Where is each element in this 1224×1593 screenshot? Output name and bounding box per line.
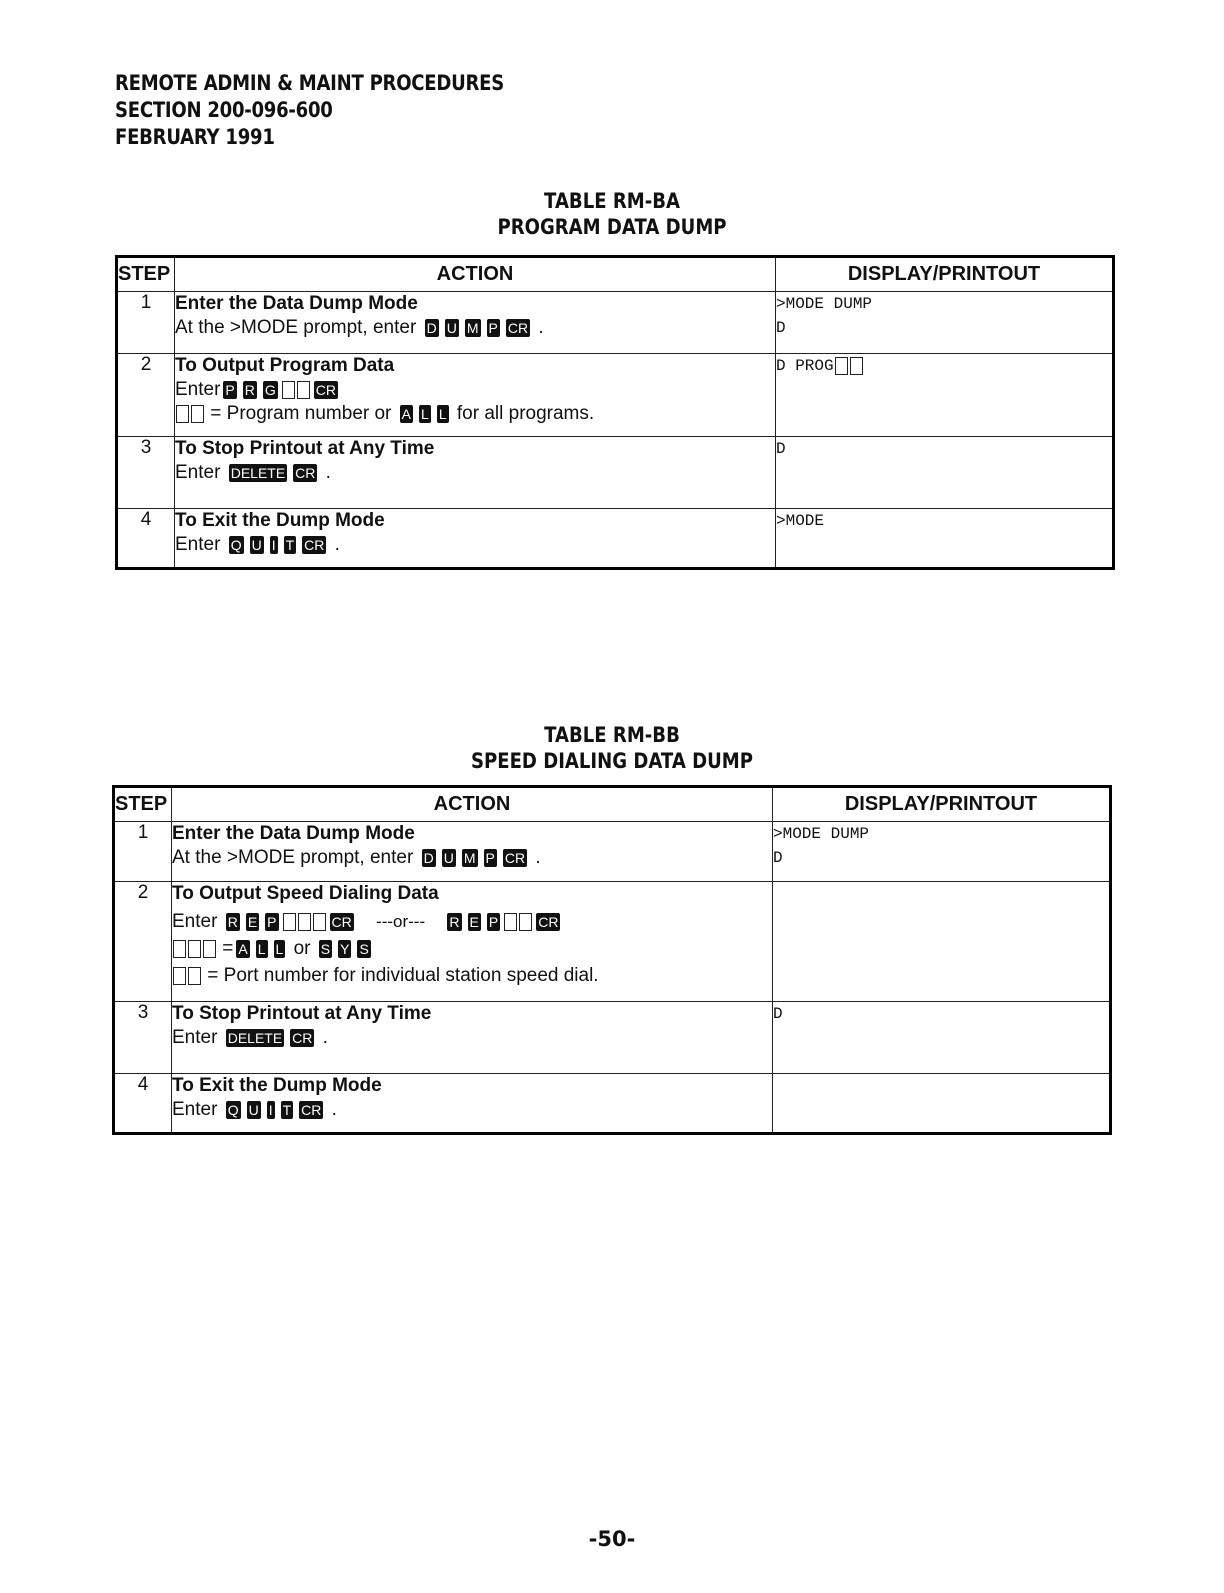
input-box bbox=[297, 381, 310, 399]
key-p: P bbox=[485, 849, 495, 866]
table-row bbox=[114, 882, 1111, 1002]
key-a: A bbox=[401, 406, 412, 423]
table-header-row bbox=[117, 257, 1114, 292]
key-l: L bbox=[275, 941, 284, 958]
procedure-table-bb bbox=[112, 785, 1112, 1135]
input-boxes bbox=[503, 910, 533, 934]
key-p: P bbox=[488, 914, 499, 930]
key-cr: CR bbox=[507, 319, 529, 336]
input-box bbox=[173, 967, 186, 985]
display-line: D bbox=[776, 319, 786, 337]
display-line: D PROG bbox=[776, 357, 834, 376]
column-header-display: DISPLAY/PRINTOUT bbox=[776, 257, 1114, 292]
table-number: TABLE RM-BA bbox=[544, 189, 680, 213]
action-title: To Output Program Data bbox=[175, 355, 395, 376]
action-instruction: Enter Q U I T CR . bbox=[175, 534, 340, 555]
action-title: To Stop Printout at Any Time bbox=[172, 1003, 432, 1024]
page-number: -50- bbox=[588, 1527, 636, 1551]
key-delete: DELETE bbox=[227, 1029, 283, 1046]
table-row bbox=[117, 292, 1114, 354]
instruction-text: Enter bbox=[175, 379, 221, 401]
table-caption-bb bbox=[0, 722, 1224, 774]
header-title: REMOTE ADMIN & MAINT PROCEDURES bbox=[115, 71, 505, 95]
display-cell bbox=[776, 437, 1114, 509]
note-tail: for all programs. bbox=[456, 403, 595, 425]
step-number: 4 bbox=[114, 1074, 172, 1134]
action-instruction bbox=[172, 910, 772, 934]
key-l: L bbox=[438, 406, 447, 423]
step-number: 3 bbox=[114, 1002, 172, 1074]
step-number: 1 bbox=[117, 292, 175, 354]
header-date: FEBRUARY 1991 bbox=[115, 125, 275, 149]
key-d: D bbox=[423, 849, 434, 866]
note-or: or bbox=[293, 938, 311, 960]
key-d: D bbox=[426, 319, 437, 336]
key-u: U bbox=[251, 536, 262, 553]
key-r: R bbox=[227, 914, 238, 930]
table-row bbox=[114, 822, 1111, 882]
action-cell bbox=[175, 354, 776, 437]
step-number: 4 bbox=[117, 509, 175, 569]
input-box bbox=[188, 967, 201, 985]
input-boxes bbox=[172, 937, 217, 961]
key-m: M bbox=[463, 849, 476, 866]
action-cell bbox=[175, 437, 776, 509]
key-i: I bbox=[271, 536, 276, 553]
key-r: R bbox=[244, 382, 255, 398]
key-l: L bbox=[257, 941, 266, 958]
key-t: T bbox=[282, 1101, 292, 1118]
input-box bbox=[298, 913, 311, 931]
key-s: S bbox=[359, 941, 369, 958]
display-cell bbox=[773, 1002, 1111, 1074]
input-box bbox=[504, 913, 517, 931]
input-boxes bbox=[281, 378, 311, 402]
display-cell bbox=[776, 509, 1114, 569]
key-cr: CR bbox=[295, 464, 316, 481]
key-y: Y bbox=[340, 941, 350, 958]
document-header bbox=[115, 70, 504, 151]
column-header-step: STEP bbox=[117, 257, 175, 292]
action-note bbox=[172, 964, 772, 988]
input-boxes bbox=[175, 402, 205, 426]
key-a: A bbox=[238, 941, 248, 958]
table-title: SPEED DIALING DATA DUMP bbox=[471, 749, 753, 773]
header-section: SECTION 200-096-600 bbox=[115, 98, 333, 122]
key-i: I bbox=[268, 1101, 273, 1118]
or-separator: ---or--- bbox=[376, 912, 426, 932]
table-row bbox=[117, 509, 1114, 569]
key-p: P bbox=[267, 914, 277, 930]
display-cell bbox=[776, 292, 1114, 354]
input-boxes bbox=[172, 964, 202, 988]
action-instruction: At the >MODE prompt, enter D U M P CR . bbox=[175, 317, 544, 338]
key-g: G bbox=[264, 382, 276, 398]
step-number: 3 bbox=[117, 437, 175, 509]
table-number: TABLE RM-BB bbox=[544, 723, 680, 747]
action-instruction: Enter Q U I T CR . bbox=[172, 1099, 337, 1120]
input-box bbox=[519, 913, 532, 931]
table-row bbox=[114, 1002, 1111, 1074]
key-cr: CR bbox=[315, 382, 337, 398]
key-e: E bbox=[247, 914, 258, 930]
instruction-text: Enter bbox=[172, 1099, 218, 1120]
instruction-text: Enter bbox=[175, 534, 221, 555]
input-box bbox=[313, 913, 326, 931]
input-box bbox=[283, 913, 296, 931]
display-line: >MODE DUMP bbox=[773, 825, 870, 843]
action-note bbox=[175, 402, 775, 426]
column-header-step: STEP bbox=[114, 787, 172, 822]
note-text: = Program number or bbox=[210, 403, 392, 425]
instruction-text: Enter bbox=[172, 911, 218, 933]
key-delete: DELETE bbox=[230, 464, 286, 481]
action-instruction: Enter DELETE CR . bbox=[175, 462, 331, 483]
action-cell bbox=[172, 1074, 773, 1134]
action-cell bbox=[172, 1002, 773, 1074]
key-q: Q bbox=[230, 536, 242, 553]
key-q: Q bbox=[227, 1101, 239, 1118]
step-number: 1 bbox=[114, 822, 172, 882]
key-s: S bbox=[320, 941, 331, 958]
input-box bbox=[188, 940, 201, 958]
action-title: To Output Speed Dialing Data bbox=[172, 883, 439, 904]
column-header-display: DISPLAY/PRINTOUT bbox=[773, 787, 1111, 822]
procedure-table-ba bbox=[115, 255, 1115, 570]
key-p: P bbox=[488, 319, 498, 336]
step-number: 2 bbox=[114, 882, 172, 1002]
action-cell bbox=[172, 822, 773, 882]
key-cr: CR bbox=[538, 914, 559, 930]
display-cell bbox=[773, 1074, 1111, 1134]
display-line: >MODE bbox=[776, 512, 825, 530]
column-header-action: ACTION bbox=[175, 257, 776, 292]
display-line: D bbox=[776, 440, 786, 458]
key-p: P bbox=[225, 382, 235, 398]
action-title: Enter the Data Dump Mode bbox=[175, 293, 418, 314]
action-instruction bbox=[175, 378, 775, 402]
input-box bbox=[282, 381, 295, 399]
key-u: U bbox=[443, 849, 454, 866]
key-l: L bbox=[421, 406, 429, 423]
key-cr: CR bbox=[504, 849, 526, 866]
table-row bbox=[114, 1074, 1111, 1134]
action-title: To Exit the Dump Mode bbox=[172, 1075, 382, 1096]
note-equals: = bbox=[222, 938, 234, 960]
table-caption-ba bbox=[0, 188, 1224, 240]
display-line: D bbox=[773, 849, 783, 867]
action-title: To Stop Printout at Any Time bbox=[175, 438, 435, 459]
table-row bbox=[117, 354, 1114, 437]
key-u: U bbox=[248, 1101, 259, 1118]
input-box bbox=[173, 940, 186, 958]
input-box bbox=[850, 357, 863, 375]
table-header-row bbox=[114, 787, 1111, 822]
action-cell bbox=[175, 292, 776, 354]
display-cell bbox=[776, 354, 1114, 437]
action-cell bbox=[175, 509, 776, 569]
key-e: E bbox=[469, 914, 479, 930]
instruction-text: Enter bbox=[172, 1027, 218, 1048]
instruction-text: At the >MODE prompt, enter bbox=[175, 317, 417, 338]
table-title: PROGRAM DATA DUMP bbox=[497, 215, 727, 239]
table-row bbox=[117, 437, 1114, 509]
key-t: T bbox=[285, 536, 295, 553]
action-title: Enter the Data Dump Mode bbox=[172, 823, 415, 844]
display-cell bbox=[773, 822, 1111, 882]
display-cell bbox=[773, 882, 1111, 1002]
input-box bbox=[203, 940, 216, 958]
action-instruction: At the >MODE prompt, enter D U M P CR . bbox=[172, 847, 541, 868]
action-note bbox=[172, 937, 772, 961]
instruction-text: At the >MODE prompt, enter bbox=[172, 847, 414, 868]
action-instruction: Enter DELETE CR . bbox=[172, 1027, 328, 1048]
input-boxes bbox=[282, 910, 327, 934]
key-cr: CR bbox=[301, 1101, 322, 1118]
display-line: D bbox=[773, 1005, 783, 1023]
key-cr: CR bbox=[331, 914, 352, 930]
display-line: >MODE DUMP bbox=[776, 295, 873, 313]
column-header-action: ACTION bbox=[172, 787, 773, 822]
input-box bbox=[191, 405, 204, 423]
step-number: 2 bbox=[117, 354, 175, 437]
key-cr: CR bbox=[304, 536, 325, 553]
input-boxes bbox=[834, 354, 864, 378]
input-box bbox=[835, 357, 848, 375]
key-cr: CR bbox=[292, 1029, 313, 1046]
input-box bbox=[176, 405, 189, 423]
instruction-text: Enter bbox=[175, 462, 221, 483]
key-m: M bbox=[466, 319, 479, 336]
note-text: = Port number for individual station speed dial. bbox=[207, 965, 599, 987]
key-r: R bbox=[449, 914, 460, 930]
key-u: U bbox=[446, 319, 457, 336]
action-cell bbox=[172, 882, 773, 1002]
action-title: To Exit the Dump Mode bbox=[175, 510, 385, 531]
